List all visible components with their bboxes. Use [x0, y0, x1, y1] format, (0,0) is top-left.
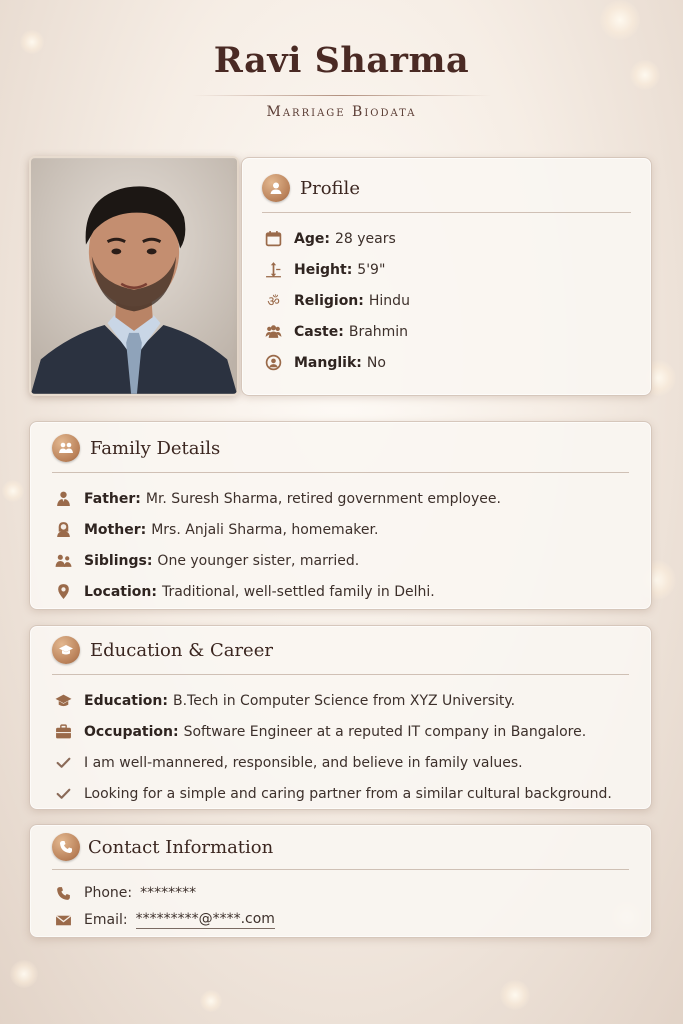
family-value: Mrs. Anjali Sharma, homemaker. [151, 521, 379, 538]
profile-row [262, 254, 631, 285]
person-icon [262, 174, 290, 202]
profile-value: No [366, 354, 386, 371]
siblings-icon [52, 552, 74, 570]
om-icon [262, 292, 284, 310]
group-icon [262, 323, 284, 341]
family-card [29, 421, 652, 610]
title-divider [192, 95, 492, 96]
family-label: Siblings: [84, 552, 153, 569]
family-value: Traditional, well-settled family in Delhi. [161, 583, 435, 600]
location-pin-icon [52, 583, 74, 601]
career-card [29, 625, 652, 810]
phone-icon [52, 833, 80, 861]
phone-value: ******** [140, 885, 197, 901]
family-row [52, 576, 629, 607]
email-label: Email: [84, 912, 128, 928]
contact-phone-row [52, 880, 629, 906]
career-row [52, 685, 629, 716]
family-label: Mother: [84, 521, 147, 538]
section-divider [262, 212, 631, 213]
profile-card-title [262, 174, 631, 202]
calendar-icon [262, 230, 284, 248]
family-card-title [52, 434, 629, 462]
family-row [52, 483, 629, 514]
page-subtitle: Marriage Biodata [266, 104, 417, 120]
profile-photo [29, 156, 239, 396]
sparkle-decoration [600, 0, 640, 40]
profile-row [262, 223, 631, 254]
career-row [52, 716, 629, 747]
career-value: B.Tech in Computer Science from XYZ University. [172, 692, 516, 709]
graduation-cap-icon [52, 636, 80, 664]
contact-card-title [52, 833, 629, 861]
contact-title-text: Contact Information [88, 836, 274, 858]
career-label: Education: [84, 692, 168, 709]
graduation-cap-icon [52, 692, 74, 710]
section-divider [52, 674, 629, 675]
career-row [52, 747, 629, 778]
biodata-header [0, 40, 683, 120]
career-card-title [52, 636, 629, 664]
family-label: Father: [84, 490, 141, 507]
profile-label: Manglik: [294, 354, 362, 371]
family-value: Mr. Suresh Sharma, retired government employee. [145, 490, 501, 507]
family-value: One younger sister, married. [157, 552, 360, 569]
briefcase-icon [52, 723, 74, 741]
profile-value: 5'9" [357, 261, 386, 278]
sparkle-decoration [2, 480, 24, 502]
family-row [52, 545, 629, 576]
profile-value: Brahmin [348, 323, 409, 340]
contact-card [29, 824, 652, 938]
profile-row [262, 316, 631, 347]
section-divider [52, 472, 629, 473]
sparkle-decoration [10, 960, 38, 988]
career-title-text: Education & Career [90, 639, 273, 661]
career-value: Software Engineer at a reputed IT company in Bangalore. [183, 723, 587, 740]
profile-value: Hindu [368, 292, 410, 309]
profile-title-text: Profile [300, 177, 360, 199]
email-link[interactable]: *********@****.com [135, 911, 275, 927]
check-icon [52, 785, 74, 803]
family-label: Location: [84, 583, 157, 600]
profile-card [241, 157, 652, 396]
family-title-text: Family Details [90, 437, 221, 459]
svg-text:ॐ: ॐ [266, 293, 280, 309]
profile-value: 28 years [334, 230, 396, 247]
contact-email-row [52, 906, 629, 934]
phone-icon [52, 884, 74, 902]
profile-row [262, 285, 631, 316]
career-row [52, 778, 629, 809]
sparkle-decoration [200, 990, 222, 1012]
career-value: I am well-mannered, responsible, and believe in family values. [84, 754, 523, 771]
profile-label: Age: [294, 230, 330, 247]
profile-row [262, 347, 631, 378]
family-icon [52, 434, 80, 462]
section-divider [52, 869, 629, 870]
mother-icon [52, 521, 74, 539]
phone-label: Phone: [84, 885, 133, 901]
mail-icon [52, 911, 74, 929]
profile-label: Height: [294, 261, 353, 278]
sparkle-decoration [500, 980, 530, 1010]
check-icon [52, 754, 74, 772]
career-label: Occupation: [84, 723, 179, 740]
father-icon [52, 490, 74, 508]
career-value: Looking for a simple and caring partner from a similar cultural background. [84, 785, 612, 802]
portrait-illustration [31, 158, 237, 394]
planet-icon [262, 354, 284, 372]
profile-label: Religion: [294, 292, 364, 309]
page-title: Ravi Sharma [213, 40, 470, 81]
profile-label: Caste: [294, 323, 344, 340]
family-row [52, 514, 629, 545]
height-icon [262, 261, 284, 279]
